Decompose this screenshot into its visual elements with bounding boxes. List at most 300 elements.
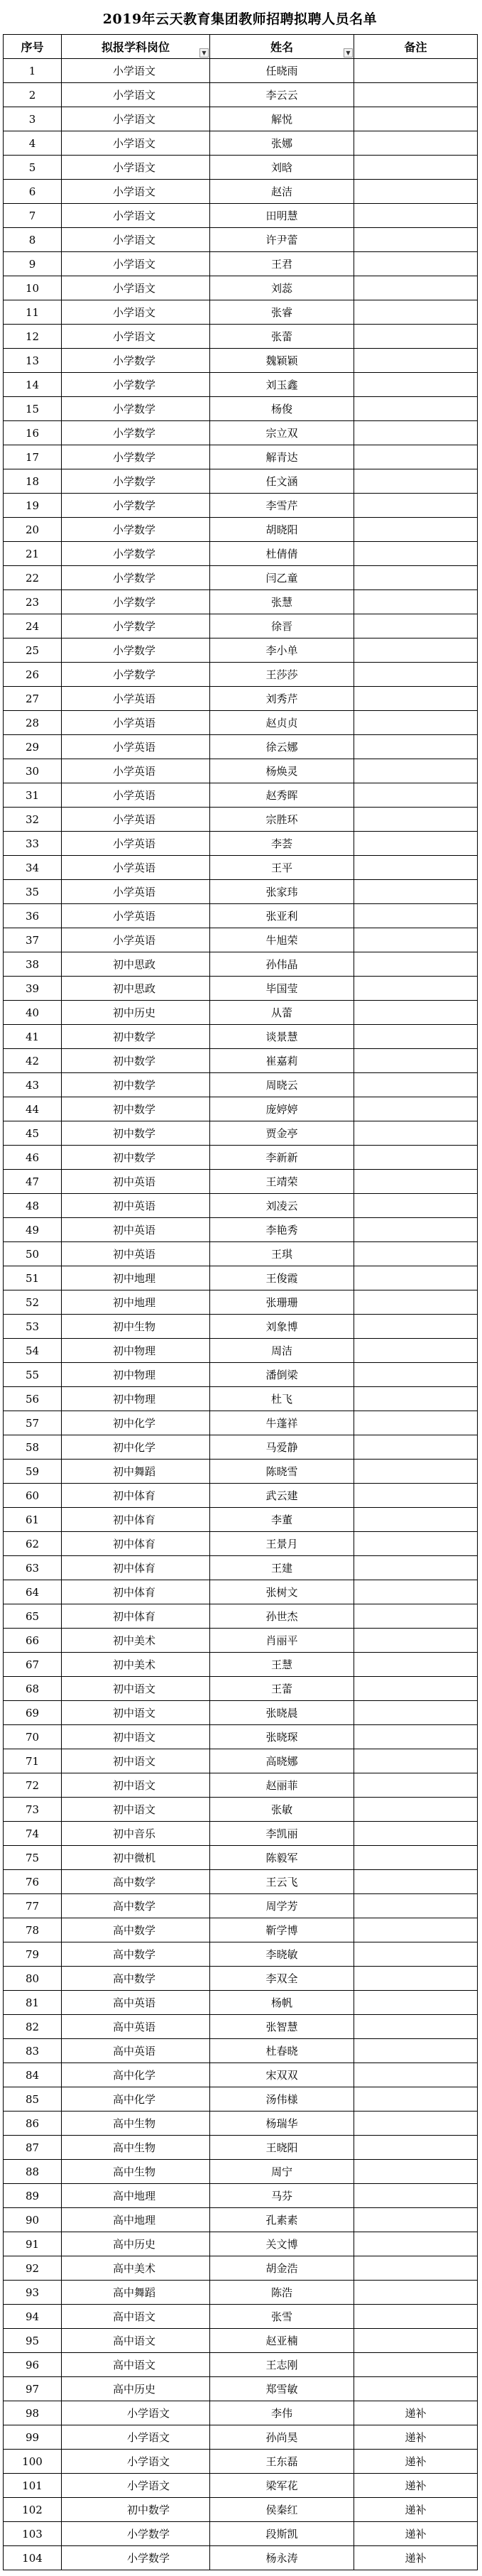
cell-name[interactable]: 王景月 [210,1532,354,1556]
cell-remark[interactable] [354,663,478,687]
cell-index[interactable]: 51 [4,1266,62,1290]
cell-index[interactable]: 34 [4,856,62,880]
cell-subject[interactable]: 小学语文 [62,2450,210,2474]
cell-remark[interactable] [354,2353,478,2377]
cell-subject[interactable]: 初中英语 [62,1218,210,1242]
cell-name[interactable]: 王建 [210,1556,354,1580]
cell-subject[interactable]: 高中语文 [62,2305,210,2329]
cell-name[interactable]: 王云飞 [210,1870,354,1894]
cell-index[interactable]: 48 [4,1194,62,1218]
cell-subject[interactable]: 高中美术 [62,2256,210,2281]
cell-subject[interactable]: 高中地理 [62,2208,210,2232]
cell-name[interactable]: 孙尚昊 [210,2425,354,2450]
cell-name[interactable]: 胡金浩 [210,2256,354,2281]
cell-remark[interactable]: 递补 [354,2450,478,2474]
cell-remark[interactable] [354,1629,478,1653]
cell-name[interactable]: 李雪芹 [210,494,354,518]
cell-subject[interactable]: 初中数学 [62,1049,210,1073]
cell-remark[interactable] [354,2039,478,2063]
cell-remark[interactable] [354,880,478,904]
cell-index[interactable]: 1 [4,59,62,83]
cell-name[interactable]: 靳学博 [210,1918,354,1942]
cell-name[interactable]: 张智慧 [210,2015,354,2039]
cell-name[interactable]: 孔素素 [210,2208,354,2232]
cell-index[interactable]: 12 [4,325,62,349]
cell-index[interactable]: 90 [4,2208,62,2232]
cell-subject[interactable]: 高中生物 [62,2160,210,2184]
cell-remark[interactable] [354,2136,478,2160]
cell-name[interactable]: 李小单 [210,638,354,663]
cell-subject[interactable]: 小学语文 [62,2401,210,2425]
cell-name[interactable]: 杜春晓 [210,2039,354,2063]
cell-name[interactable]: 张雪 [210,2305,354,2329]
cell-remark[interactable] [354,1049,478,1073]
cell-name[interactable]: 李凯丽 [210,1822,354,1846]
cell-index[interactable]: 40 [4,1001,62,1025]
cell-name[interactable]: 任晓雨 [210,59,354,83]
cell-name[interactable]: 徐云娜 [210,735,354,759]
cell-remark[interactable] [354,1073,478,1097]
cell-index[interactable]: 31 [4,783,62,808]
cell-name[interactable]: 段斯凯 [210,2522,354,2546]
cell-index[interactable]: 21 [4,542,62,566]
cell-remark[interactable] [354,1556,478,1580]
cell-remark[interactable]: 递补 [354,2522,478,2546]
cell-index[interactable]: 84 [4,2063,62,2087]
cell-name[interactable]: 王平 [210,856,354,880]
cell-index[interactable]: 27 [4,687,62,711]
cell-index[interactable]: 102 [4,2498,62,2522]
cell-name[interactable]: 刘玉鑫 [210,373,354,397]
cell-remark[interactable] [354,2281,478,2305]
cell-subject[interactable]: 小学数学 [62,614,210,638]
cell-index[interactable]: 54 [4,1339,62,1363]
cell-name[interactable]: 王蕾 [210,1677,354,1701]
column-header-subject[interactable] [62,35,210,59]
cell-name[interactable]: 郑雪敏 [210,2377,354,2401]
cell-remark[interactable] [354,928,478,952]
cell-remark[interactable] [354,494,478,518]
cell-remark[interactable] [354,687,478,711]
cell-index[interactable]: 28 [4,711,62,735]
cell-subject[interactable]: 高中语文 [62,2353,210,2377]
cell-name[interactable]: 孙伟晶 [210,952,354,977]
cell-remark[interactable] [354,2305,478,2329]
cell-name[interactable]: 王琪 [210,1242,354,1266]
cell-name[interactable]: 胡晓阳 [210,518,354,542]
cell-index[interactable]: 46 [4,1146,62,1170]
cell-remark[interactable] [354,1677,478,1701]
cell-name[interactable]: 李晓敏 [210,1942,354,1967]
cell-name[interactable]: 魏颖颖 [210,349,354,373]
cell-subject[interactable]: 初中化学 [62,1435,210,1460]
cell-name[interactable]: 宗立双 [210,421,354,445]
cell-subject[interactable]: 初中体育 [62,1604,210,1629]
cell-name[interactable]: 王靖荣 [210,1170,354,1194]
cell-index[interactable]: 19 [4,494,62,518]
cell-subject[interactable]: 小学英语 [62,735,210,759]
cell-remark[interactable] [354,1580,478,1604]
cell-index[interactable]: 25 [4,638,62,663]
cell-subject[interactable]: 初中数学 [62,2498,210,2522]
cell-subject[interactable]: 初中体育 [62,1580,210,1604]
cell-remark[interactable] [354,1798,478,1822]
cell-index[interactable]: 67 [4,1653,62,1677]
cell-subject[interactable]: 初中数学 [62,1073,210,1097]
cell-index[interactable]: 16 [4,421,62,445]
cell-name[interactable]: 孙世杰 [210,1604,354,1629]
cell-remark[interactable] [354,783,478,808]
cell-remark[interactable] [354,180,478,204]
cell-remark[interactable] [354,1894,478,1918]
cell-remark[interactable] [354,1315,478,1339]
cell-name[interactable]: 李艳秀 [210,1218,354,1242]
cell-remark[interactable] [354,1604,478,1629]
cell-index[interactable]: 94 [4,2305,62,2329]
cell-subject[interactable]: 初中语文 [62,1701,210,1725]
cell-remark[interactable] [354,1508,478,1532]
cell-remark[interactable] [354,1846,478,1870]
cell-index[interactable]: 77 [4,1894,62,1918]
cell-index[interactable]: 32 [4,808,62,832]
cell-subject[interactable]: 高中化学 [62,2063,210,2087]
cell-index[interactable]: 42 [4,1049,62,1073]
cell-name[interactable]: 从蕾 [210,1001,354,1025]
cell-subject[interactable]: 小学数学 [62,2546,210,2570]
cell-subject[interactable]: 小学英语 [62,856,210,880]
cell-subject[interactable]: 初中音乐 [62,1822,210,1846]
cell-index[interactable]: 4 [4,131,62,156]
cell-subject[interactable]: 高中英语 [62,2039,210,2063]
cell-remark[interactable] [354,808,478,832]
cell-name[interactable]: 周学芳 [210,1894,354,1918]
cell-remark[interactable] [354,2160,478,2184]
cell-remark[interactable] [354,1218,478,1242]
cell-name[interactable]: 解悦 [210,107,354,131]
cell-subject[interactable]: 高中数学 [62,1870,210,1894]
cell-remark[interactable] [354,107,478,131]
cell-subject[interactable]: 高中地理 [62,2184,210,2208]
cell-name[interactable]: 许尹蕾 [210,228,354,252]
cell-index[interactable]: 2 [4,83,62,107]
cell-index[interactable]: 91 [4,2232,62,2256]
cell-subject[interactable]: 小学数学 [62,397,210,421]
cell-index[interactable]: 72 [4,1773,62,1798]
cell-remark[interactable] [354,1532,478,1556]
cell-remark[interactable] [354,2112,478,2136]
cell-remark[interactable] [354,300,478,325]
cell-remark[interactable] [354,1387,478,1411]
cell-index[interactable]: 50 [4,1242,62,1266]
cell-remark[interactable]: 递补 [354,2474,478,2498]
cell-index[interactable]: 60 [4,1484,62,1508]
cell-subject[interactable]: 小学数学 [62,469,210,494]
cell-name[interactable]: 杨永涛 [210,2546,354,2570]
cell-remark[interactable] [354,83,478,107]
cell-subject[interactable]: 小学语文 [62,59,210,83]
cell-name[interactable]: 王君 [210,252,354,276]
cell-subject[interactable]: 初中舞蹈 [62,1460,210,1484]
cell-index[interactable]: 75 [4,1846,62,1870]
cell-remark[interactable] [354,542,478,566]
cell-name[interactable]: 闫乙童 [210,566,354,590]
cell-name[interactable]: 杨帆 [210,1991,354,2015]
cell-remark[interactable] [354,952,478,977]
cell-subject[interactable]: 高中数学 [62,1967,210,1991]
cell-subject[interactable]: 小学数学 [62,590,210,614]
cell-index[interactable]: 82 [4,2015,62,2039]
cell-subject[interactable]: 小学语文 [62,131,210,156]
cell-index[interactable]: 104 [4,2546,62,2570]
cell-index[interactable]: 23 [4,590,62,614]
column-header-name[interactable] [210,35,354,59]
cell-name[interactable]: 庞婷婷 [210,1097,354,1121]
cell-subject[interactable]: 高中英语 [62,1991,210,2015]
cell-index[interactable]: 93 [4,2281,62,2305]
cell-remark[interactable] [354,1339,478,1363]
cell-subject[interactable]: 初中美术 [62,1653,210,1677]
cell-index[interactable]: 24 [4,614,62,638]
cell-subject[interactable]: 高中语文 [62,2329,210,2353]
cell-index[interactable]: 5 [4,156,62,180]
cell-name[interactable]: 杨焕灵 [210,759,354,783]
cell-remark[interactable]: 递补 [354,2425,478,2450]
cell-name[interactable]: 侯秦红 [210,2498,354,2522]
cell-subject[interactable]: 小学英语 [62,832,210,856]
cell-name[interactable]: 牛旭荣 [210,928,354,952]
cell-index[interactable]: 63 [4,1556,62,1580]
cell-index[interactable]: 17 [4,445,62,469]
cell-remark[interactable] [354,204,478,228]
cell-name[interactable]: 张亚利 [210,904,354,928]
cell-name[interactable]: 任文涵 [210,469,354,494]
cell-index[interactable]: 14 [4,373,62,397]
cell-remark[interactable] [354,1363,478,1387]
cell-index[interactable]: 26 [4,663,62,687]
cell-subject[interactable]: 小学英语 [62,880,210,904]
cell-index[interactable]: 85 [4,2087,62,2112]
cell-subject[interactable]: 初中英语 [62,1242,210,1266]
cell-remark[interactable] [354,1918,478,1942]
cell-subject[interactable]: 初中数学 [62,1146,210,1170]
cell-subject[interactable]: 小学数学 [62,518,210,542]
cell-remark[interactable] [354,735,478,759]
cell-index[interactable]: 8 [4,228,62,252]
cell-remark[interactable]: 递补 [354,2498,478,2522]
cell-subject[interactable]: 初中体育 [62,1532,210,1556]
cell-remark[interactable] [354,252,478,276]
cell-name[interactable]: 武云建 [210,1484,354,1508]
cell-subject[interactable]: 小学语文 [62,156,210,180]
cell-remark[interactable] [354,228,478,252]
cell-name[interactable]: 赵丽菲 [210,1773,354,1798]
cell-subject[interactable]: 初中语文 [62,1677,210,1701]
cell-subject[interactable]: 初中体育 [62,1484,210,1508]
cell-remark[interactable] [354,2087,478,2112]
cell-index[interactable]: 29 [4,735,62,759]
cell-name[interactable]: 徐晋 [210,614,354,638]
cell-remark[interactable] [354,759,478,783]
cell-index[interactable]: 89 [4,2184,62,2208]
cell-remark[interactable] [354,1725,478,1749]
cell-index[interactable]: 18 [4,469,62,494]
cell-index[interactable]: 30 [4,759,62,783]
cell-index[interactable]: 45 [4,1121,62,1146]
cell-subject[interactable]: 小学语文 [62,204,210,228]
cell-subject[interactable]: 小学数学 [62,663,210,687]
cell-subject[interactable]: 小学语文 [62,252,210,276]
cell-subject[interactable]: 小学语文 [62,325,210,349]
cell-index[interactable]: 103 [4,2522,62,2546]
cell-remark[interactable] [354,1121,478,1146]
cell-subject[interactable]: 高中生物 [62,2112,210,2136]
cell-subject[interactable]: 初中历史 [62,1001,210,1025]
cell-subject[interactable]: 小学英语 [62,904,210,928]
cell-subject[interactable]: 初中英语 [62,1170,210,1194]
cell-remark[interactable] [354,2232,478,2256]
cell-name[interactable]: 潘倒梁 [210,1363,354,1387]
cell-index[interactable]: 95 [4,2329,62,2353]
cell-name[interactable]: 张珊珊 [210,1290,354,1315]
cell-subject[interactable]: 初中地理 [62,1290,210,1315]
cell-index[interactable]: 39 [4,977,62,1001]
cell-subject[interactable]: 初中英语 [62,1194,210,1218]
column-header-index[interactable] [4,35,62,59]
cell-index[interactable]: 57 [4,1411,62,1435]
cell-name[interactable]: 毕国莹 [210,977,354,1001]
cell-subject[interactable]: 小学数学 [62,421,210,445]
cell-subject[interactable]: 初中物理 [62,1339,210,1363]
cell-subject[interactable]: 小学语文 [62,228,210,252]
cell-name[interactable]: 张睿 [210,300,354,325]
cell-remark[interactable] [354,2208,478,2232]
cell-remark[interactable] [354,1411,478,1435]
cell-subject[interactable]: 小学数学 [62,373,210,397]
cell-remark[interactable] [354,2256,478,2281]
cell-name[interactable]: 宗胜环 [210,808,354,832]
cell-subject[interactable]: 高中英语 [62,2015,210,2039]
cell-name[interactable]: 杜飞 [210,1387,354,1411]
cell-subject[interactable]: 小学语文 [62,2474,210,2498]
cell-index[interactable]: 9 [4,252,62,276]
cell-subject[interactable]: 小学数学 [62,542,210,566]
dropdown-arrow-icon[interactable]: ▼ [199,48,209,58]
cell-remark[interactable] [354,1870,478,1894]
dropdown-arrow-icon[interactable]: ▼ [344,48,353,58]
cell-index[interactable]: 37 [4,928,62,952]
cell-index[interactable]: 74 [4,1822,62,1846]
cell-subject[interactable]: 高中化学 [62,2087,210,2112]
cell-name[interactable]: 解青达 [210,445,354,469]
cell-remark[interactable] [354,1460,478,1484]
cell-name[interactable]: 刘秀芹 [210,687,354,711]
cell-name[interactable]: 肖丽平 [210,1629,354,1653]
cell-index[interactable]: 3 [4,107,62,131]
cell-subject[interactable]: 高中数学 [62,1918,210,1942]
cell-subject[interactable]: 小学英语 [62,759,210,783]
cell-index[interactable]: 87 [4,2136,62,2160]
cell-name[interactable]: 张树文 [210,1580,354,1604]
cell-index[interactable]: 53 [4,1315,62,1339]
cell-name[interactable]: 宋双双 [210,2063,354,2087]
cell-index[interactable]: 101 [4,2474,62,2498]
cell-name[interactable]: 李云云 [210,83,354,107]
cell-index[interactable]: 92 [4,2256,62,2281]
cell-name[interactable]: 刘象博 [210,1315,354,1339]
cell-remark[interactable] [354,59,478,83]
cell-index[interactable]: 88 [4,2160,62,2184]
cell-index[interactable]: 98 [4,2401,62,2425]
cell-name[interactable]: 王晓阳 [210,2136,354,2160]
cell-index[interactable]: 59 [4,1460,62,1484]
cell-index[interactable]: 65 [4,1604,62,1629]
cell-name[interactable]: 张敏 [210,1798,354,1822]
cell-remark[interactable] [354,1170,478,1194]
cell-index[interactable]: 36 [4,904,62,928]
cell-remark[interactable] [354,1266,478,1290]
cell-index[interactable]: 66 [4,1629,62,1653]
cell-name[interactable]: 李双全 [210,1967,354,1991]
cell-index[interactable]: 64 [4,1580,62,1604]
cell-subject[interactable]: 初中物理 [62,1387,210,1411]
cell-index[interactable]: 71 [4,1749,62,1773]
cell-remark[interactable] [354,1435,478,1460]
cell-remark[interactable] [354,638,478,663]
cell-index[interactable]: 61 [4,1508,62,1532]
cell-remark[interactable] [354,325,478,349]
cell-index[interactable]: 68 [4,1677,62,1701]
cell-subject[interactable]: 初中语文 [62,1798,210,1822]
cell-subject[interactable]: 小学语文 [62,276,210,300]
cell-index[interactable]: 79 [4,1942,62,1967]
cell-subject[interactable]: 小学数学 [62,638,210,663]
cell-name[interactable]: 刘凌云 [210,1194,354,1218]
cell-remark[interactable] [354,445,478,469]
cell-subject[interactable]: 小学语文 [62,180,210,204]
cell-name[interactable]: 张慧 [210,590,354,614]
cell-name[interactable]: 王慧 [210,1653,354,1677]
cell-index[interactable]: 52 [4,1290,62,1315]
cell-remark[interactable] [354,469,478,494]
cell-remark[interactable] [354,276,478,300]
cell-subject[interactable]: 初中思政 [62,977,210,1001]
cell-index[interactable]: 47 [4,1170,62,1194]
cell-name[interactable]: 张家玮 [210,880,354,904]
cell-name[interactable]: 王志刚 [210,2353,354,2377]
cell-subject[interactable]: 初中生物 [62,1315,210,1339]
cell-index[interactable]: 44 [4,1097,62,1121]
cell-subject[interactable]: 小学语文 [62,83,210,107]
cell-index[interactable]: 49 [4,1218,62,1242]
cell-name[interactable]: 王东磊 [210,2450,354,2474]
cell-name[interactable]: 汤伟様 [210,2087,354,2112]
cell-subject[interactable]: 高中舞蹈 [62,2281,210,2305]
cell-subject[interactable]: 小学英语 [62,711,210,735]
cell-remark[interactable] [354,1773,478,1798]
cell-subject[interactable]: 初中数学 [62,1025,210,1049]
cell-name[interactable]: 刘晗 [210,156,354,180]
cell-name[interactable]: 杨俊 [210,397,354,421]
cell-subject[interactable]: 小学数学 [62,349,210,373]
cell-index[interactable]: 80 [4,1967,62,1991]
cell-remark[interactable] [354,2063,478,2087]
cell-remark[interactable] [354,373,478,397]
cell-index[interactable]: 97 [4,2377,62,2401]
cell-remark[interactable] [354,1001,478,1025]
cell-name[interactable]: 马芬 [210,2184,354,2208]
cell-name[interactable]: 马爱静 [210,1435,354,1460]
cell-index[interactable]: 11 [4,300,62,325]
